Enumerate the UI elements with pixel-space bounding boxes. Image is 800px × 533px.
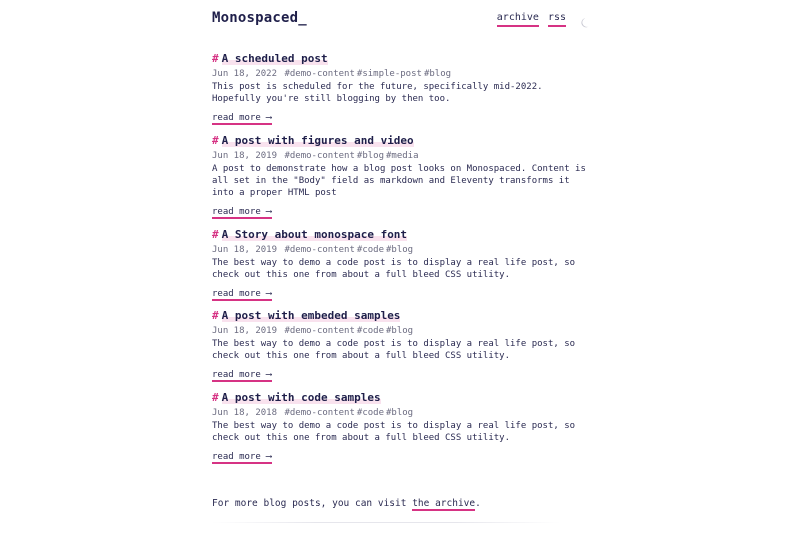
post-tag[interactable]: #demo-content	[284, 151, 355, 161]
read-more-link[interactable]: read more ⟶	[212, 289, 272, 299]
post-date: Jun 18, 2019	[212, 245, 278, 255]
post-title[interactable]	[212, 134, 592, 148]
post-tag[interactable]: #code	[356, 245, 384, 255]
archive-note-text: For more blog posts, you can visit	[212, 497, 413, 509]
main-nav	[488, 12, 592, 27]
post-title[interactable]	[212, 391, 592, 405]
post-tag[interactable]: #demo-content	[284, 69, 355, 79]
post-tag[interactable]: #blog	[356, 151, 384, 161]
post-excerpt: A post to demonstrate how a blog post looks on Monospaced. Content is all set in the "Body" field as markdown and Eleventy transforms it into a proper HTML post	[212, 164, 586, 198]
nav-archive-link[interactable]: archive	[497, 12, 539, 27]
post-date: Jun 18, 2019	[212, 151, 278, 161]
post-title[interactable]	[212, 228, 592, 242]
read-more-link[interactable]: read more ⟶	[212, 207, 272, 217]
post-tag[interactable]: #blog	[386, 326, 414, 336]
post-tag[interactable]: #demo-content	[284, 326, 355, 336]
site-header	[212, 10, 592, 30]
read-more-link[interactable]: read more ⟶	[212, 113, 272, 123]
post-excerpt: The best way to demo a code post is to display a real life post, so check out this one from about a full bleed CSS utility.	[212, 258, 576, 280]
archive-note-period: .	[475, 497, 481, 509]
post-title[interactable]	[212, 52, 592, 66]
post-title-text[interactable]: A post with code samples	[221, 391, 381, 404]
post-title-text[interactable]: A post with figures and video	[221, 134, 414, 147]
post-date: Jun 18, 2018	[212, 408, 278, 418]
post-tag[interactable]: #blog	[423, 69, 452, 79]
post-meta	[212, 325, 592, 337]
hash-marker: #	[212, 391, 219, 404]
nav-rss-link[interactable]: rss	[548, 12, 566, 27]
archive-note	[212, 498, 481, 509]
post-tag[interactable]: #code	[356, 408, 384, 418]
post-date: Jun 18, 2022	[212, 69, 278, 79]
post-meta	[212, 244, 592, 256]
post-item	[212, 228, 592, 301]
post-tag[interactable]: #code	[356, 326, 384, 336]
hash-marker: #	[212, 52, 219, 65]
post-title[interactable]	[212, 309, 592, 323]
post-tag[interactable]: #blog	[386, 408, 414, 418]
hash-marker: #	[212, 134, 219, 147]
post-title-text[interactable]: A scheduled post	[221, 52, 328, 65]
post-excerpt: The best way to demo a code post is to display a real life post, so check out this one from about a full bleed CSS utility.	[212, 339, 576, 361]
post-item	[212, 134, 592, 219]
post-item	[212, 52, 592, 125]
post-item	[212, 391, 592, 464]
post-title-text[interactable]: A Story about monospace font	[221, 228, 408, 241]
post-tag[interactable]: #blog	[386, 245, 414, 255]
read-more-link[interactable]: read more ⟶	[212, 452, 272, 462]
post-meta	[212, 407, 592, 419]
hash-marker: #	[212, 309, 219, 322]
post-tag[interactable]: #demo-content	[284, 245, 355, 255]
footer-divider	[212, 522, 560, 523]
post-title-text[interactable]: A post with embeded samples	[221, 309, 401, 322]
post-meta	[212, 150, 592, 162]
post-tag[interactable]: #demo-content	[284, 408, 355, 418]
moon-icon[interactable]	[580, 14, 592, 26]
post-date: Jun 18, 2019	[212, 326, 278, 336]
post-excerpt: This post is scheduled for the future, specifically mid-2022. Hopefully you're still blogging by then too.	[212, 82, 543, 104]
post-item	[212, 309, 592, 382]
hash-marker: #	[212, 228, 219, 241]
site-logo[interactable]: Monospaced_	[212, 10, 307, 26]
read-more-link[interactable]: read more ⟶	[212, 370, 272, 380]
archive-link[interactable]: the archive	[412, 497, 476, 509]
post-meta	[212, 68, 592, 80]
post-excerpt: The best way to demo a code post is to display a real life post, so check out this one from about a full bleed CSS utility.	[212, 421, 576, 443]
post-tag[interactable]: #media	[386, 151, 419, 161]
post-tag[interactable]: #simple-post	[356, 69, 422, 79]
